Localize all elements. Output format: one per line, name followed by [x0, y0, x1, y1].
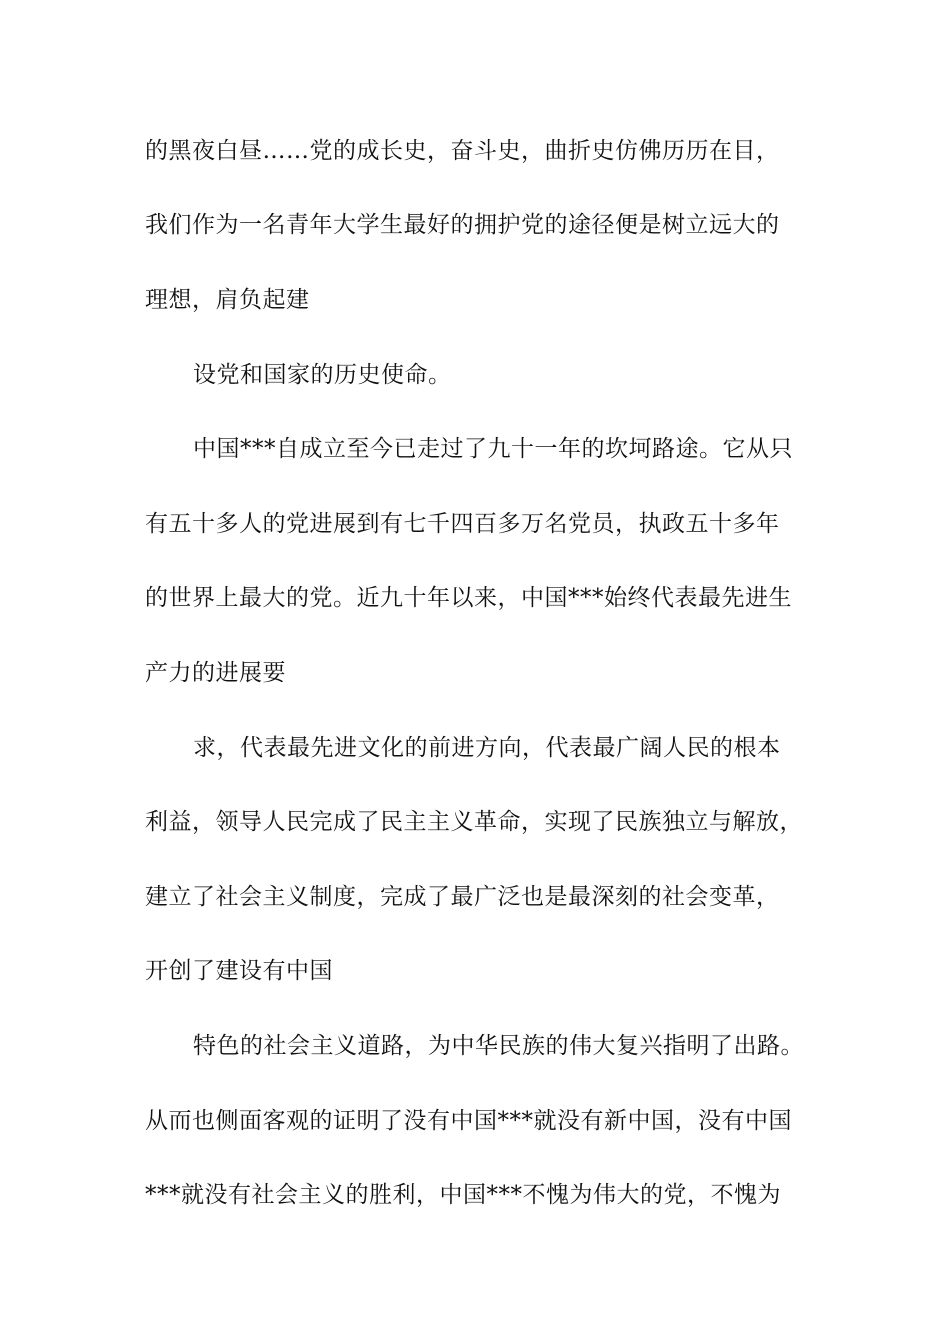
text-line: 我们作为一名青年大学生最好的拥护党的途径便是树立远大的 — [145, 212, 780, 238]
text-line: 的黑夜白昼……党的成长史，奋斗史，曲折史仿佛历历在目， — [145, 138, 780, 164]
text-line: 特色的社会主义道路，为中华民族的伟大复兴指明了出路。 — [193, 1033, 804, 1059]
text-line: 产力的进展要 — [145, 660, 286, 686]
text-line: ***就没有社会主义的胜利，中国***不愧为伟大的党，不愧为 — [145, 1182, 781, 1208]
text-line: 设党和国家的历史使命。 — [193, 362, 452, 388]
text-line: 理想，肩负起建 — [145, 287, 310, 313]
text-line: 的世界上最大的党。近九十年以来，中国***始终代表最先进生 — [145, 585, 792, 611]
text-line: 开创了建设有中国 — [145, 958, 333, 984]
text-line: 建立了社会主义制度，完成了最广泛也是最深刻的社会变革， — [145, 884, 780, 910]
text-line: 中国***自成立至今已走过了九十一年的坎坷路途。它从只 — [193, 436, 793, 462]
text-line: 求，代表最先进文化的前进方向，代表最广阔人民的根本 — [193, 735, 781, 761]
text-line: 利益，领导人民完成了民主主义革命，实现了民族独立与解放， — [145, 809, 803, 835]
text-line: 有五十多人的党进展到有七千四百多万名党员，执政五十多年 — [145, 511, 780, 537]
text-line: 从而也侧面客观的证明了没有中国***就没有新中国，没有中国 — [145, 1108, 792, 1134]
